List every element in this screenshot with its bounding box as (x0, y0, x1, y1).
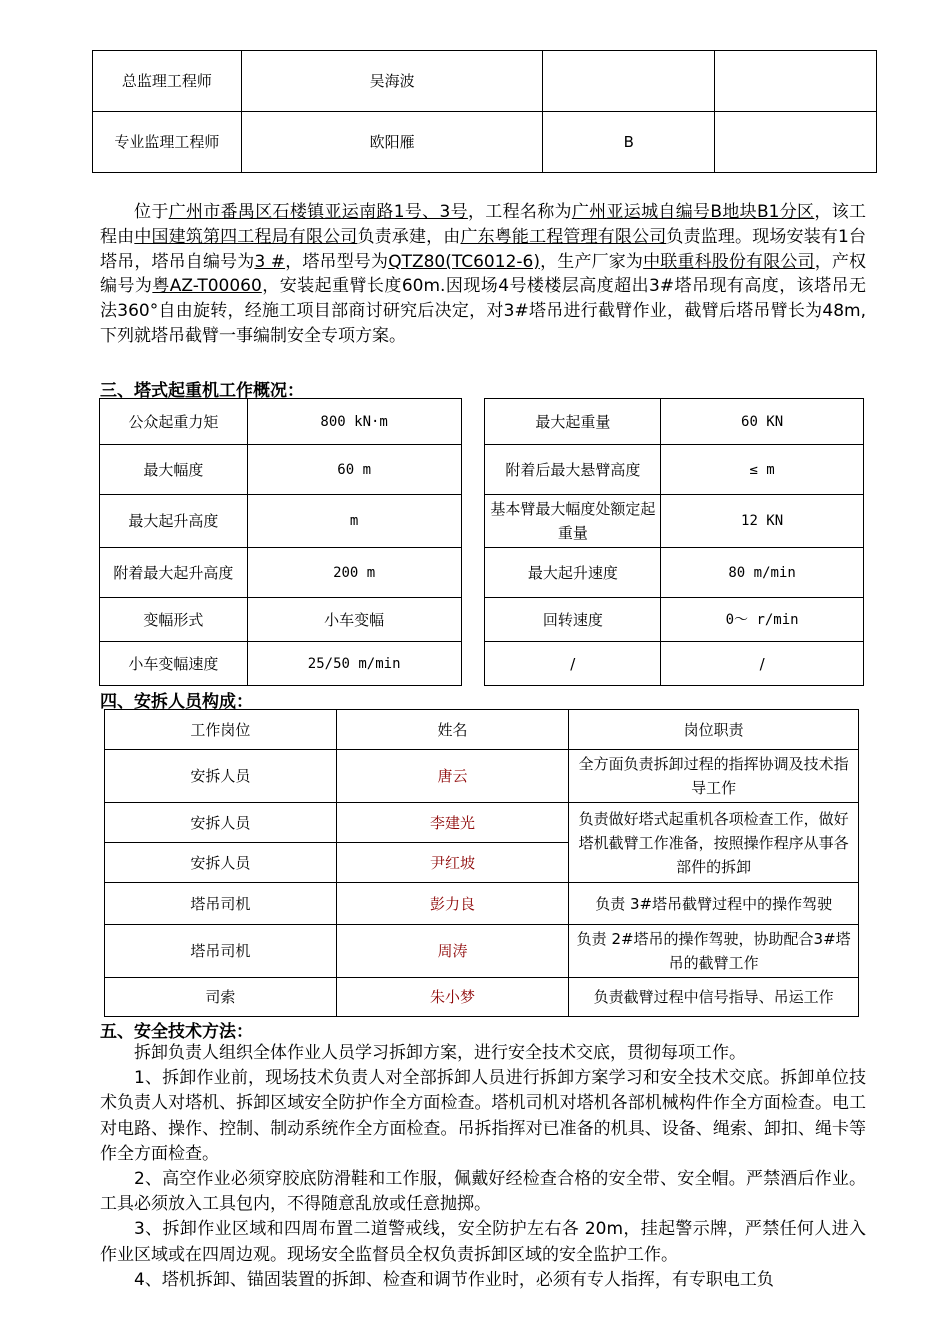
duty-cell: 全方面负责拆卸过程的指挥协调及技术指导工作 (569, 750, 859, 803)
post-cell: 塔吊司机 (105, 925, 337, 978)
supervisor-name: 欧阳雁 (241, 112, 543, 173)
crane-no: 3 # (254, 251, 286, 272)
table-row (105, 750, 859, 803)
supervisor-table (92, 50, 877, 173)
intro-paragraph: 位于广州市番禺区石楼镇亚运南路1号、3号，工程名称为广州亚运城自编号B地块B1分区，该工程由中国建筑第四工程局有限公司负责承建，由广东粤能工程管理有限公司负责监理。现场安装有1台塔吊，塔吊自编号为3 #，塔吊型号为QTZ80(TC6012-6)，生产厂家为中联重科股份有限公司，产权编号为粤AZ-T00060，安装起重臂长度60m.因现场4号楼楼层高度超出3#塔吊现有高度，该塔吊无法360°自由旋转，经施工项目部商讨研究后决定，对3#塔吊进行截臂作业，截臂后塔吊臂长为48m,下列就塔吊截臂一事编制安全专项方案。 (100, 202, 867, 346)
project-name: 广州亚运城自编号B地块B1分区 (571, 202, 815, 222)
post-cell: 安拆人员 (105, 803, 337, 843)
supervisor-role: 专业监理工程师 (93, 112, 242, 173)
spec-value: 200 m (247, 548, 461, 598)
spec-value: ≤ m (661, 445, 864, 495)
crane-spec-table (99, 398, 864, 686)
spec-label: / (485, 642, 661, 686)
paragraph: 1、拆卸作业前，现场技术负责人对全部拆卸人员进行拆卸方案学习和安全技术交底。拆卸单位技术负责人对塔机、拆卸区域安全防护作全方面检查。塔机司机对塔机各部机械构件作全方面检查。电工对电路、操作、控制、制动系统作全方面检查。吊拆指挥对已准备的机具、设备、绳索、卸扣、绳卡等作全方面检查。 (100, 1068, 866, 1164)
spec-gap (461, 399, 485, 686)
table-row (93, 112, 877, 173)
table-row (93, 51, 877, 112)
post-cell: 安拆人员 (105, 750, 337, 803)
supervisor-col4 (715, 51, 877, 112)
duty-cell: 负责 2#塔吊的操作驾驶，协助配合3#塔吊的截臂工作 (569, 925, 859, 978)
name-cell: 尹红坡 (336, 843, 569, 883)
spec-label: 附着后最大悬臂高度 (485, 445, 661, 495)
spec-value: 80 m/min (661, 548, 864, 598)
spec-value: 60 m (247, 445, 461, 495)
spec-label: 最大起升速度 (485, 548, 661, 598)
spec-label: 附着最大起升高度 (100, 548, 248, 598)
section3-title: 三、塔式起重机工作概况： (100, 381, 304, 401)
spec-value: m (247, 495, 461, 548)
paragraph: 2、高空作业必须穿胶底防滑鞋和工作服，佩戴好经检查合格的安全带、安全帽。严禁酒后作业。工具必须放入工具包内，不得随意乱放或任意抛掷。 (100, 1169, 866, 1215)
table-row (105, 978, 859, 1017)
name-cell: 朱小梦 (336, 978, 569, 1017)
builder: 中国建筑第四工程局有限公司 (134, 226, 358, 247)
paragraph: 拆卸负责人组织全体作业人员学习拆卸方案，进行安全技术交底，贯彻每项工作。 (134, 1043, 746, 1063)
section4-title: 四、安拆人员构成： (100, 692, 253, 712)
supervisor-col3 (543, 51, 715, 112)
table-header-row (105, 710, 859, 750)
spec-label: 基本臂最大幅度处额定起重量 (485, 495, 661, 548)
table-row (100, 399, 864, 445)
spec-label: 最大幅度 (100, 445, 248, 495)
supervisor-name: 吴海波 (241, 51, 543, 112)
duty-cell: 负责截臂过程中信号指导、吊运工作 (569, 978, 859, 1017)
paragraph: 4、塔机拆卸、锚固装置的拆卸、检查和调节作业时，必须有专人指挥，有专职电工负 (134, 1269, 774, 1290)
table-row (105, 883, 859, 925)
supervisor-col3: B (543, 112, 715, 173)
personnel-table (104, 709, 859, 1017)
crane-model: QTZ80(TC6012-6) (388, 251, 540, 272)
location: 广州市番禺区石楼镇亚运南路1号、3号 (168, 202, 468, 222)
spec-label: 变幅形式 (100, 598, 248, 642)
table-row (105, 803, 859, 843)
property-no: 粤AZ-T00060 (152, 276, 262, 297)
spec-value: 25/50 m/min (247, 642, 461, 686)
name-cell: 李建光 (336, 803, 569, 843)
spec-label: 最大起升高度 (100, 495, 248, 548)
supervisor-col4 (715, 112, 877, 173)
spec-label: 最大起重量 (485, 399, 661, 445)
supervisor-company: 广东粤能工程管理有限公司 (460, 226, 667, 247)
spec-value: 12 KN (661, 495, 864, 548)
post-cell: 塔吊司机 (105, 883, 337, 925)
post-cell: 安拆人员 (105, 843, 337, 883)
post-cell: 司索 (105, 978, 337, 1017)
column-header: 工作岗位 (105, 710, 337, 750)
spec-label: 公众起重力矩 (100, 399, 248, 445)
supervisor-role: 总监理工程师 (93, 51, 242, 112)
duty-cell: 负责做好塔式起重机各项检查工作，做好塔机截臂工作准备，按照操作程序从事各部件的拆卸 (569, 803, 859, 883)
section5-title: 五、安全技术方法： (100, 1022, 253, 1042)
spec-label: 回转速度 (485, 598, 661, 642)
section5-body (100, 1041, 866, 1293)
spec-value: 60 KN (661, 399, 864, 445)
table-row (105, 925, 859, 978)
paragraph: 3、拆卸作业区域和四周布置二道警戒线，安全防护左右各 20m，挂起警示牌，严禁任何人进入作业区域或在四周边观。现场安全监督员全权负责拆卸区域的安全监护工作。 (100, 1219, 866, 1265)
spec-value: 小车变幅 (247, 598, 461, 642)
duty-cell: 负责 3#塔吊截臂过程中的操作驾驶 (569, 883, 859, 925)
spec-label: 小车变幅速度 (100, 642, 248, 686)
name-cell: 彭力良 (336, 883, 569, 925)
spec-value: 800 kN·m (247, 399, 461, 445)
name-cell: 唐云 (336, 750, 569, 803)
boom-length: 60 (401, 276, 424, 297)
manufacturer: 中联重科股份有限公司 (643, 251, 815, 272)
spec-value: 0～ r/min (661, 598, 864, 642)
column-header: 岗位职责 (569, 710, 859, 750)
column-header: 姓名 (336, 710, 569, 750)
name-cell: 周涛 (336, 925, 569, 978)
spec-value: / (661, 642, 864, 686)
